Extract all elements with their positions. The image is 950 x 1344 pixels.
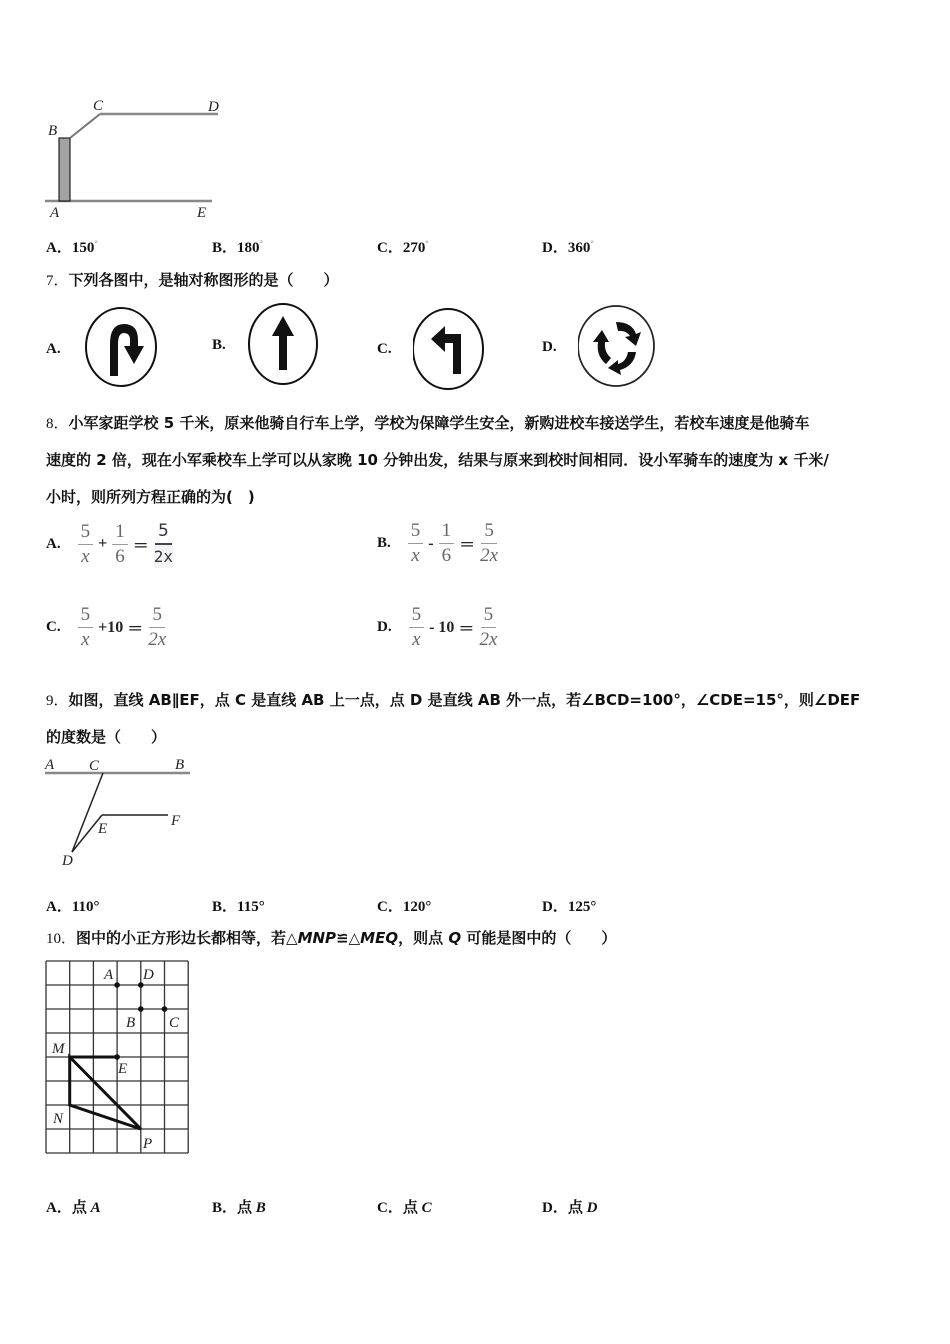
option-label: C． bbox=[377, 1200, 403, 1216]
option-label: B. bbox=[212, 336, 226, 353]
question-text: 可能是图中的（ ） bbox=[461, 929, 617, 947]
svg-text:C: C bbox=[93, 98, 104, 114]
q7-option-b[interactable] bbox=[212, 302, 326, 388]
q10-option-b[interactable] bbox=[212, 1196, 266, 1217]
q7-stem bbox=[46, 270, 339, 291]
question-text: 的度数是（ ） bbox=[46, 728, 167, 746]
fraction-5-over-x: $\frac{5}{x}$ bbox=[78, 604, 94, 651]
option-label: B. bbox=[377, 535, 391, 551]
fraction-5-over-x: $\frac{5}{x}$ bbox=[408, 520, 424, 567]
operator: - 10 bbox=[429, 618, 455, 636]
option-label: C． bbox=[377, 899, 403, 915]
question-text: 图中的小正方形边长都相等，若△ bbox=[76, 929, 298, 947]
fraction-1-over-6: $\frac{1}{6}$ bbox=[439, 520, 455, 567]
option-prefix: 点 bbox=[237, 1198, 253, 1216]
operator: + bbox=[98, 535, 108, 552]
q10-option-c[interactable] bbox=[377, 1196, 432, 1217]
option-value: 180 bbox=[237, 240, 260, 256]
svg-text:E: E bbox=[118, 1061, 128, 1077]
question-number: 7． bbox=[46, 273, 69, 289]
svg-text:C: C bbox=[89, 758, 100, 774]
option-label: D． bbox=[542, 899, 568, 915]
q6-option-b[interactable] bbox=[212, 236, 263, 257]
fraction-5-over-2x: $\frac{5}{2x}$ bbox=[153, 521, 173, 566]
question-text: 小军家距学校 5 千米，原来他骑自行车上学，学校为保障学生安全，新购进校车接送学生，若校车速度是他骑车 bbox=[68, 414, 810, 432]
svg-text:E: E bbox=[197, 205, 207, 221]
svg-text:M: M bbox=[52, 1041, 65, 1057]
svg-text:B: B bbox=[175, 757, 185, 773]
svg-text:B: B bbox=[126, 1015, 136, 1031]
option-label: A. bbox=[46, 340, 61, 357]
question-text: 小时，则所列方程正确的为( ) bbox=[46, 488, 255, 506]
fraction-5-over-2x: $\frac{5}{2x}$ bbox=[479, 604, 498, 650]
q9-option-b[interactable] bbox=[212, 895, 265, 916]
question-number: 9． bbox=[46, 693, 69, 709]
degree-symbol: ° bbox=[94, 239, 98, 248]
q6-option-d[interactable] bbox=[542, 236, 594, 257]
option-label: D. bbox=[377, 619, 392, 635]
svg-text:P: P bbox=[143, 1136, 153, 1152]
svg-text:D: D bbox=[143, 967, 154, 983]
q10-grid-figure bbox=[44, 959, 192, 1159]
fraction-1-over-6: $\frac{1}{6}$ bbox=[112, 521, 128, 568]
q7-option-d[interactable] bbox=[542, 304, 660, 390]
option-prefix: 点 bbox=[402, 1198, 418, 1216]
question-text: 如图，直线 AB∥EF，点 C 是直线 AB 上一点，点 D 是直线 AB 外一点，若∠BCD=100°，∠CDE=15°，则∠DEF bbox=[68, 691, 861, 709]
svg-text:A: A bbox=[104, 967, 114, 983]
option-label: D． bbox=[542, 1200, 568, 1216]
svg-text:F: F bbox=[171, 813, 181, 829]
operator: - bbox=[428, 534, 434, 552]
q7-option-c[interactable] bbox=[377, 306, 493, 392]
option-label: A. bbox=[46, 535, 61, 552]
option-prefix: 点 bbox=[71, 1198, 87, 1216]
point-q: Q bbox=[448, 929, 462, 947]
option-point: A bbox=[90, 1200, 101, 1216]
triangle-meq: MEQ bbox=[360, 929, 399, 947]
svg-text:E: E bbox=[98, 821, 108, 837]
fraction-5-over-2x: $\frac{5}{2x}$ bbox=[480, 520, 499, 566]
option-value: 150 bbox=[71, 240, 95, 256]
fraction-5-over-x: $\frac{5}{x}$ bbox=[78, 521, 94, 568]
option-point: B bbox=[255, 1200, 266, 1216]
q6-figure bbox=[40, 95, 230, 225]
option-label: D. bbox=[542, 338, 557, 355]
option-label: B． bbox=[212, 899, 238, 915]
option-prefix: 点 bbox=[567, 1198, 583, 1216]
fraction-5-over-x: $\frac{5}{x}$ bbox=[409, 604, 425, 651]
degree-symbol: ° bbox=[259, 239, 263, 248]
svg-text:A: A bbox=[50, 205, 60, 221]
question-text: 速度的 2 倍，现在小军乘校车上学可以从家晚 10 分钟出发，结果与原来到校时间相同．设小军骑车的速度为 x 千米/ bbox=[46, 451, 829, 469]
triangle-mnp: MNP bbox=[297, 929, 337, 947]
svg-text:D: D bbox=[208, 99, 219, 115]
q8-option-d[interactable] bbox=[377, 604, 500, 651]
svg-text:C: C bbox=[169, 1015, 180, 1031]
q8-stem-line2 bbox=[46, 450, 829, 470]
question-text: 下列各图中，是轴对称图形的是（ ） bbox=[68, 271, 339, 289]
option-value: 125° bbox=[567, 899, 597, 915]
option-value: 115° bbox=[237, 899, 265, 915]
q8-stem-line3 bbox=[46, 487, 255, 507]
q8-option-a[interactable] bbox=[46, 520, 176, 568]
turn-left-sign-icon bbox=[413, 306, 493, 392]
q10-option-d[interactable] bbox=[542, 1196, 597, 1217]
q6-option-a[interactable] bbox=[46, 236, 98, 257]
q10-stem bbox=[46, 928, 616, 949]
question-number: 10． bbox=[46, 931, 77, 947]
equals-sign: ＝ bbox=[127, 621, 144, 638]
option-label: C. bbox=[46, 619, 61, 635]
q9-stem-line2 bbox=[46, 727, 166, 747]
q9-option-d[interactable] bbox=[542, 895, 596, 916]
svg-text:B: B bbox=[48, 123, 58, 139]
fraction-5-over-2x: $\frac{5}{2x}$ bbox=[148, 604, 167, 650]
congruent-symbol: ≌△ bbox=[336, 929, 361, 947]
degree-symbol: ° bbox=[590, 239, 594, 248]
operator: +10 bbox=[98, 618, 124, 636]
equals-sign: ＝ bbox=[132, 537, 149, 555]
q9-option-a[interactable] bbox=[46, 895, 100, 916]
u-turn-right-sign-icon bbox=[82, 306, 162, 392]
option-point: D bbox=[586, 1200, 598, 1216]
option-label: C． bbox=[377, 240, 403, 256]
q9-stem-line1 bbox=[46, 690, 860, 711]
question-text: ，则点 bbox=[398, 929, 449, 947]
svg-text:N: N bbox=[53, 1111, 64, 1127]
option-value: 110° bbox=[71, 899, 100, 915]
question-number: 8． bbox=[46, 416, 69, 432]
straight-ahead-sign-icon bbox=[248, 302, 326, 388]
roundabout-sign-icon bbox=[578, 304, 660, 390]
q9-option-c[interactable] bbox=[377, 895, 431, 916]
equals-sign: ＝ bbox=[459, 537, 476, 554]
q9-figure bbox=[40, 755, 200, 870]
option-label: B． bbox=[212, 1200, 238, 1216]
svg-text:A: A bbox=[45, 757, 55, 773]
degree-symbol: ° bbox=[425, 239, 429, 248]
option-label: C. bbox=[377, 340, 392, 357]
q10-option-a[interactable] bbox=[46, 1196, 101, 1217]
q8-option-b[interactable] bbox=[377, 520, 501, 567]
option-label: A． bbox=[46, 899, 72, 915]
equals-sign: ＝ bbox=[458, 621, 475, 638]
q6-option-c[interactable] bbox=[377, 236, 429, 257]
q7-option-a[interactable] bbox=[46, 306, 162, 392]
option-label: A． bbox=[46, 240, 72, 256]
option-value: 360 bbox=[567, 240, 591, 256]
option-label: D． bbox=[542, 240, 568, 256]
q8-stem-line1 bbox=[46, 413, 809, 434]
svg-text:D: D bbox=[62, 853, 73, 869]
option-value: 270 bbox=[402, 240, 426, 256]
option-value: 120° bbox=[402, 899, 432, 915]
option-point: C bbox=[421, 1200, 432, 1216]
q8-option-c[interactable] bbox=[46, 604, 169, 651]
option-label: B． bbox=[212, 240, 238, 256]
option-label: A． bbox=[46, 1200, 72, 1216]
